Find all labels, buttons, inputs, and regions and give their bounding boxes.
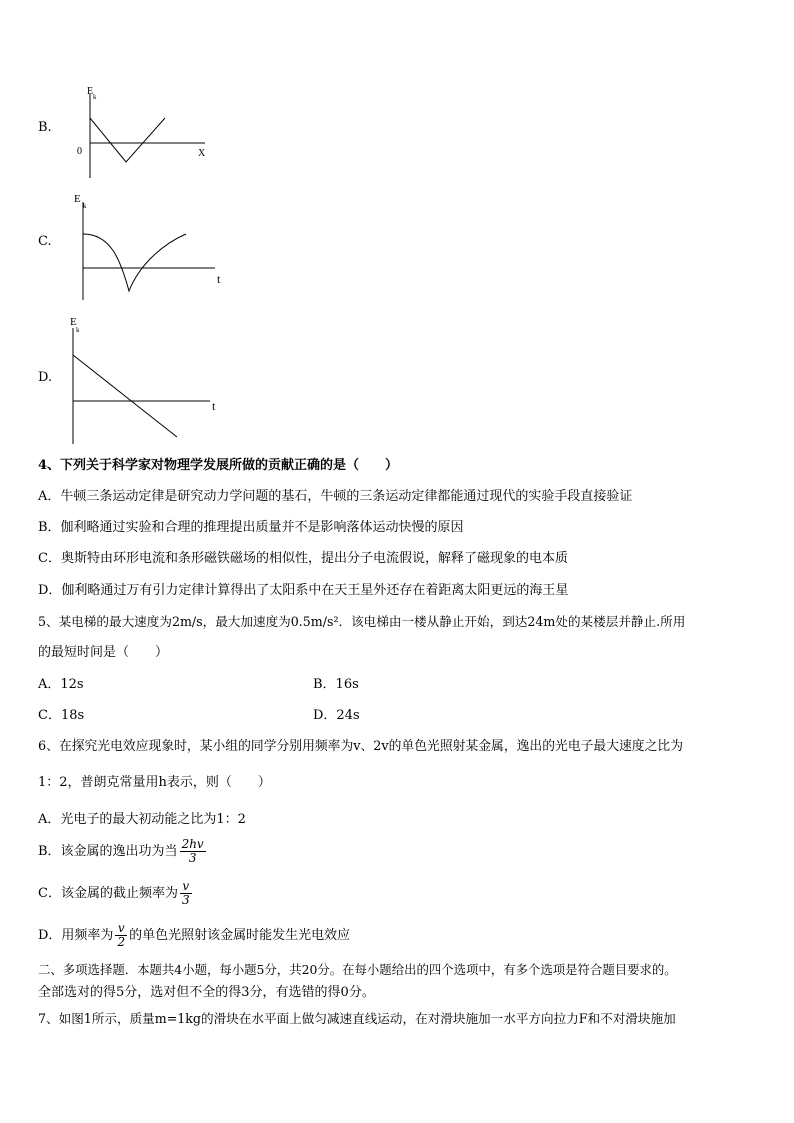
q5-option-d: D．24s bbox=[313, 708, 360, 723]
q6-b-num: 2hv bbox=[181, 837, 204, 851]
q5-stem-line1: 5、某电梯的最大速度为2m/s，最大加速度为0.5m/s²．该电梯由一楼从静止开始，到达24m处的某楼层并静止.所用 bbox=[38, 614, 686, 629]
q6-option-c bbox=[38, 880, 194, 907]
section2-heading-line1: 二、多项选择题．本题共4小题，每小题5分，共20分。在每小题给出的四个选项中，有多个选项是符合题目要求的。 bbox=[38, 962, 677, 977]
option-d-letter: D. bbox=[38, 370, 53, 385]
q6-d-den: 2 bbox=[117, 935, 126, 949]
d-curve bbox=[73, 355, 177, 437]
q6-d-fraction bbox=[115, 922, 127, 949]
q6-stem-line2: 1：2，普朗克常量用h表示，则（ ） bbox=[38, 775, 271, 790]
option-c-graph bbox=[70, 188, 230, 303]
q5-option-a: A．12s bbox=[38, 677, 84, 692]
q4-option-a: A．牛顿三条运动定律是研究动力学问题的基石，牛顿的三条运动定律都能通过现代的实验手段直接验证 bbox=[38, 489, 633, 504]
q5-stem-line2: 的最短时间是（ ） bbox=[38, 645, 169, 660]
b-ylabel: E bbox=[87, 86, 94, 97]
option-b-graph bbox=[70, 82, 220, 182]
q6-c-den: 3 bbox=[181, 893, 190, 907]
b-xlabel: X bbox=[198, 148, 206, 159]
b-ysub: k bbox=[93, 93, 97, 101]
q4-stem: 4、下列关于科学家对物理学发展所做的贡献正确的是（ ） bbox=[38, 458, 399, 473]
q6-option-b bbox=[38, 838, 208, 865]
section2-heading-line2: 全部选对的得5分，选对但不全的得3分，有选错的得0分。 bbox=[38, 985, 375, 1000]
q6-c-prefix: C．该金属的截止频率为 bbox=[38, 885, 178, 901]
option-b-letter: B. bbox=[38, 120, 52, 135]
q6-b-fraction bbox=[180, 838, 206, 865]
q6-c-fraction bbox=[180, 880, 192, 907]
q4-option-d: D．伽利略通过万有引力定律计算得出了太阳系中在天王星外还存在着距离太阳更远的海王星 bbox=[38, 583, 569, 598]
d-ysub: k bbox=[76, 326, 80, 334]
q6-d-suffix: 的单色光照射该金属时能发生光电效应 bbox=[129, 927, 351, 943]
q6-c-num: v bbox=[182, 879, 190, 893]
d-ylabel: E bbox=[70, 316, 77, 328]
c-xlabel: t bbox=[217, 272, 221, 286]
q6-stem-line1: 6、在探究光电效应现象时，某小组的同学分别用频率为v、2v的单色光照射某金属，逸出的光电子最大速度之比为 bbox=[38, 739, 683, 754]
q5-option-b: B．16s bbox=[313, 677, 359, 692]
q6-d-prefix: D．用频率为 bbox=[38, 927, 114, 943]
option-d-graph bbox=[62, 310, 232, 450]
q5-option-c: C．18s bbox=[38, 708, 85, 723]
q7-stem-line1: 7、如图1所示，质量m=1kg的滑块在水平面上做匀减速直线运动，在对滑块施加一水平方向拉力F和不对滑块施加 bbox=[38, 1011, 676, 1026]
b-curve bbox=[90, 118, 165, 162]
q6-option-a: A．光电子的最大初动能之比为1：2 bbox=[38, 812, 246, 827]
c-ylabel: E bbox=[74, 193, 81, 205]
q6-option-d bbox=[38, 922, 350, 949]
c-ysub: k bbox=[83, 202, 87, 210]
q6-b-prefix: B．该金属的逸出功为当 bbox=[38, 843, 178, 859]
q6-d-num: v bbox=[117, 921, 125, 935]
q4-option-b: B．伽利略通过实验和合理的推理提出质量并不是影响落体运动快慢的原因 bbox=[38, 520, 464, 535]
b-origin: 0 bbox=[77, 146, 82, 157]
q6-b-den: 3 bbox=[180, 851, 206, 865]
q4-option-c: C．奥斯特由环形电流和条形磁铁磁场的相似性，提出分子电流假说，解释了磁现象的电本质 bbox=[38, 551, 568, 566]
d-xlabel: t bbox=[212, 399, 216, 413]
option-c-letter: C. bbox=[38, 234, 52, 249]
c-curve bbox=[83, 234, 186, 291]
